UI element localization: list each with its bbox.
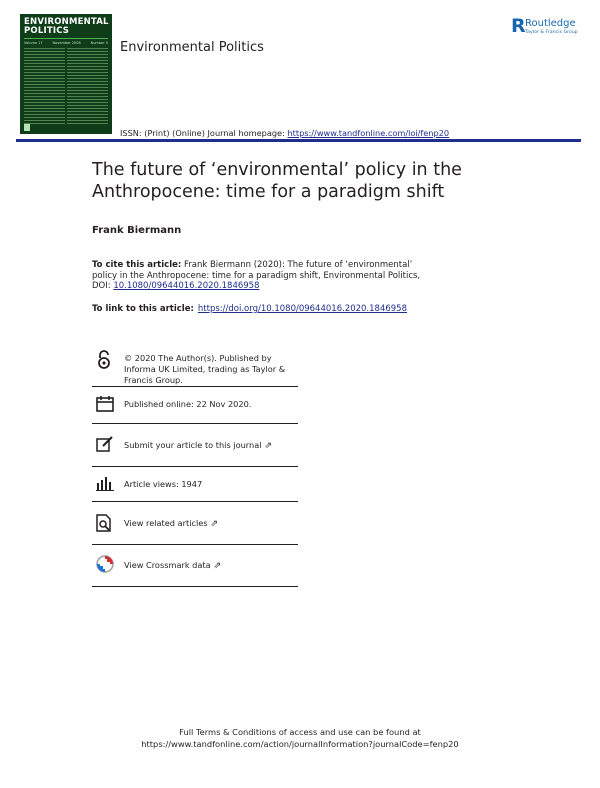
- open-access-icon: [96, 350, 112, 370]
- cover-publisher-logo: [24, 124, 30, 131]
- external-link-icon: ⇗: [210, 519, 219, 529]
- terms-link[interactable]: https://www.tandfonline.com/action/journalInformation?journalCode=fenp20: [141, 738, 459, 749]
- external-link-icon: ⇗: [213, 561, 222, 571]
- citation: To cite this article: Frank Biermann (2020): The future of ‘environmental’ policy in the Anthropocene: time for a paradigm shift, Environmental Politics, DOI: 10.1080/09644016.2020.1846958: [92, 260, 421, 292]
- publisher-name: Routledge: [525, 18, 576, 29]
- published-row: Published online: 22 Nov 2020.: [92, 387, 298, 424]
- routledge-mark-icon: R: [511, 15, 526, 37]
- document-search-icon: [96, 514, 112, 532]
- article-link: To link to this article: https://doi.org/10.1080/09644016.2020.1846958: [92, 304, 407, 314]
- article-author: Frank Biermann: [92, 225, 182, 236]
- views-row: Article views: 1947: [92, 467, 298, 502]
- calendar-icon: [96, 396, 114, 412]
- submit-article-link[interactable]: Submit your article to this journal: [124, 440, 262, 450]
- issn-line: ISSN: (Print) (Online) Journal homepage: https://www.tandfonline.com/loi/fenp20: [120, 128, 450, 138]
- article-title: The future of ‘environmental’ policy in the Anthropocene: time for a paradigm shift: [92, 160, 462, 202]
- doi-link[interactable]: 10.1080/09644016.2020.1846958: [113, 281, 260, 292]
- crossmark-icon: [96, 555, 114, 573]
- cover-contents-lines: [24, 48, 108, 126]
- footer: Full Terms & Conditions of access and use can be found at https://www.tandfonline.com/action/journalInformation?journalCode=fenp20: [0, 727, 600, 750]
- crossmark-data-link[interactable]: View Crossmark data: [124, 560, 211, 570]
- journal-name: Environmental Politics: [120, 40, 264, 55]
- external-link-icon: ⇗: [264, 441, 273, 451]
- article-url-link[interactable]: https://doi.org/10.1080/09644016.2020.1846958: [197, 304, 407, 314]
- header-divider: [16, 139, 581, 142]
- article-info-list: [92, 344, 298, 587]
- cover-title: ENVIRONMENTAL POLITICS: [24, 17, 109, 36]
- bar-chart-icon: [96, 477, 114, 491]
- journal-cover: [20, 14, 112, 134]
- edit-icon: [96, 436, 114, 452]
- cover-meta: Volume 17 November 2008 Number 5: [24, 41, 108, 45]
- submit-row[interactable]: [92, 424, 298, 467]
- journal-homepage-link[interactable]: https://www.tandfonline.com/loi/fenp20: [287, 128, 450, 138]
- related-articles-link[interactable]: View related articles: [124, 518, 208, 528]
- routledge-logo[interactable]: [511, 16, 591, 38]
- related-row[interactable]: [92, 502, 298, 545]
- crossmark-row[interactable]: [92, 545, 298, 587]
- license-row: © 2020 The Author(s). Published by Informa UK Limited, trading as Taylor & Francis Group.: [92, 344, 298, 387]
- publisher-group: Taylor & Francis Group: [525, 30, 578, 35]
